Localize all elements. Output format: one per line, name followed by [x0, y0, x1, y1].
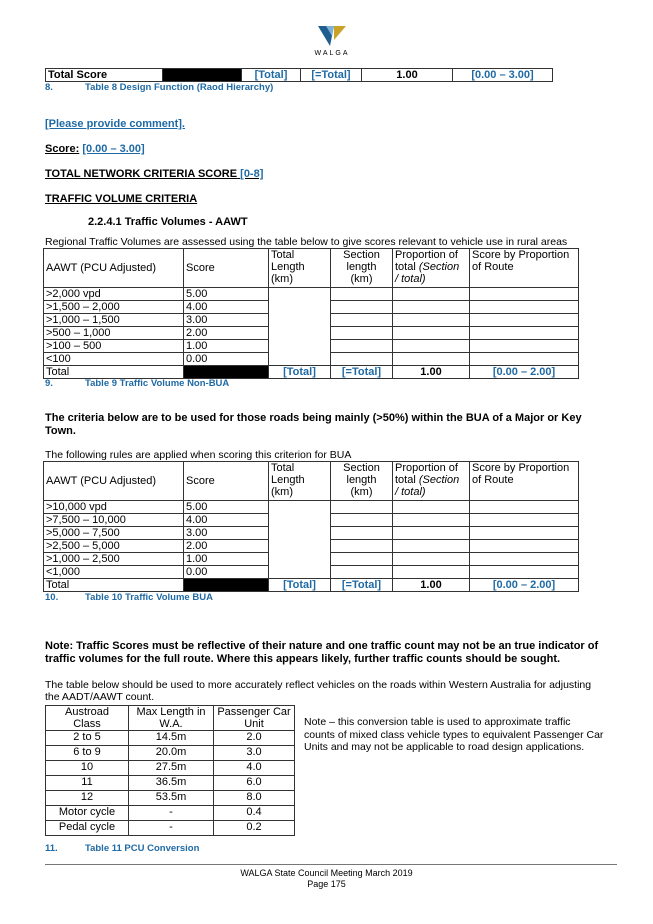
comment-placeholder: [Please provide comment].: [45, 118, 185, 130]
section-subheading: 2.2.4.1 Traffic Volumes - AAWT: [88, 216, 248, 228]
blacked-cell: [163, 69, 242, 82]
table-caption-11: 11. Table 11 PCU Conversion: [45, 843, 200, 854]
score-range: [0.00 – 3.00]: [453, 69, 553, 82]
pcu-conversion-note: Note – this conversion table is used to approximate traffic counts of mixed class vehicle types to equivalent Passenger Car Units and may not be applicable to road design applications.: [304, 716, 604, 753]
table-row: 11 36.5m 6.0: [46, 776, 295, 791]
table-row: <1,000 0.00: [44, 566, 579, 579]
header-aawt: AAWT (PCU Adjusted): [44, 249, 184, 288]
header-total-length: Total Length (km): [269, 249, 331, 288]
table-row: Pedal cycle - 0.2: [46, 821, 295, 836]
header-proportion: Proportion of total (Section / total): [393, 249, 470, 288]
total-row: Total [Total] [=Total] 1.00 [0.00 – 2.00]: [44, 579, 579, 592]
header-score-by-proportion: Score by Proportion of Route: [470, 249, 579, 288]
header-max-length: Max Length in W.A.: [129, 706, 214, 731]
table-row: >100 – 500 1.00: [44, 340, 579, 353]
header-score: Score: [184, 249, 269, 288]
table-row: 10 27.5m 4.0: [46, 761, 295, 776]
walga-logo-text: WALGA: [314, 50, 350, 57]
top-total-table: [45, 68, 553, 82]
header-section-length: Section length (km): [331, 462, 393, 501]
footer-divider: [45, 864, 617, 865]
total-row: Total [Total] [=Total] 1.00 [0.00 – 2.00]: [44, 366, 579, 379]
header-section-length: Section length (km): [331, 249, 393, 288]
table-row: >7,500 – 10,000 4.00: [44, 514, 579, 527]
table-row: >1,000 – 2,500 1.00: [44, 553, 579, 566]
table-row: 12 53.5m 8.0: [46, 791, 295, 806]
header-score: Score: [184, 462, 269, 501]
table-caption-8: 8. Table 8 Design Function (Raod Hierarchy): [45, 82, 274, 93]
walga-logo: [312, 22, 352, 58]
table-row: >1,500 – 2,000 4.00: [44, 301, 579, 314]
bua-criteria-note: The criteria below are to be used for those roads being mainly (>50%) within the BUA of a Major or Key Town.: [45, 412, 582, 437]
table-row: >500 – 1,000 2.00: [44, 327, 579, 340]
table-row: >1,000 – 1,500 3.00: [44, 314, 579, 327]
eq-total-placeholder: [=Total]: [301, 69, 362, 82]
footer-page-number: Page 175: [307, 879, 346, 889]
table-row: >5,000 – 7,500 3.00: [44, 527, 579, 540]
bua-volume-table: [43, 461, 579, 592]
table-row: >2,000 vpd 5.00: [44, 288, 579, 301]
header-aawt: AAWT (PCU Adjusted): [44, 462, 184, 501]
table-row: Motor cycle - 0.4: [46, 806, 295, 821]
pcu-conversion-table: [45, 705, 295, 836]
traffic-heading: TRAFFIC VOLUME CRITERIA: [45, 193, 198, 205]
header-score-by-proportion: Score by Proportion of Route: [470, 462, 579, 501]
footer-meeting: WALGA State Council Meeting March 2019: [240, 868, 413, 878]
total-score-label: Total Score: [46, 69, 163, 82]
table-row: >2,500 – 5,000 2.00: [44, 540, 579, 553]
table-caption-10: 10. Table 10 Traffic Volume BUA: [45, 592, 213, 603]
rural-intro: Regional Traffic Volumes are assessed using the table below to give scores relevant to vehicle use in rural areas: [45, 236, 568, 248]
total-placeholder: [Total]: [242, 69, 301, 82]
walga-logo-icon: [312, 22, 352, 48]
network-score-line: TOTAL NETWORK CRITERIA SCORE [0-8]: [45, 168, 264, 180]
header-austroad-class: Austroad Class: [46, 706, 129, 731]
bua-intro: The following rules are applied when scoring this criterion for BUA: [45, 449, 352, 461]
traffic-scores-note: Note: Traffic Scores must be reflective of their nature and one traffic count may not be an true indicator of traffic volumes for the full route. Where this appears likely, further traffic counts should be sought.: [45, 640, 599, 665]
header-proportion: Proportion of total (Section / total): [393, 462, 470, 501]
table-row: >10,000 vpd 5.00: [44, 501, 579, 514]
table-row: <100 0.00: [44, 353, 579, 366]
rural-volume-table: [43, 248, 579, 379]
proportion-value: 1.00: [362, 69, 453, 82]
header-total-length: Total Length (km): [269, 462, 331, 501]
score-line: Score: [0.00 – 3.00]: [45, 143, 145, 155]
table-row: 6 to 9 20.0m 3.0: [46, 746, 295, 761]
pcu-intro: The table below should be used to more accurately reflect vehicles on the roads within Western Australia for adjusting the AADT/AAWT count.: [45, 679, 592, 703]
table-caption-9: 9. Table 9 Traffic Volume Non-BUA: [45, 378, 230, 389]
header-pcu: Passenger Car Unit: [214, 706, 295, 731]
table-row: 2 to 5 14.5m 2.0: [46, 731, 295, 746]
